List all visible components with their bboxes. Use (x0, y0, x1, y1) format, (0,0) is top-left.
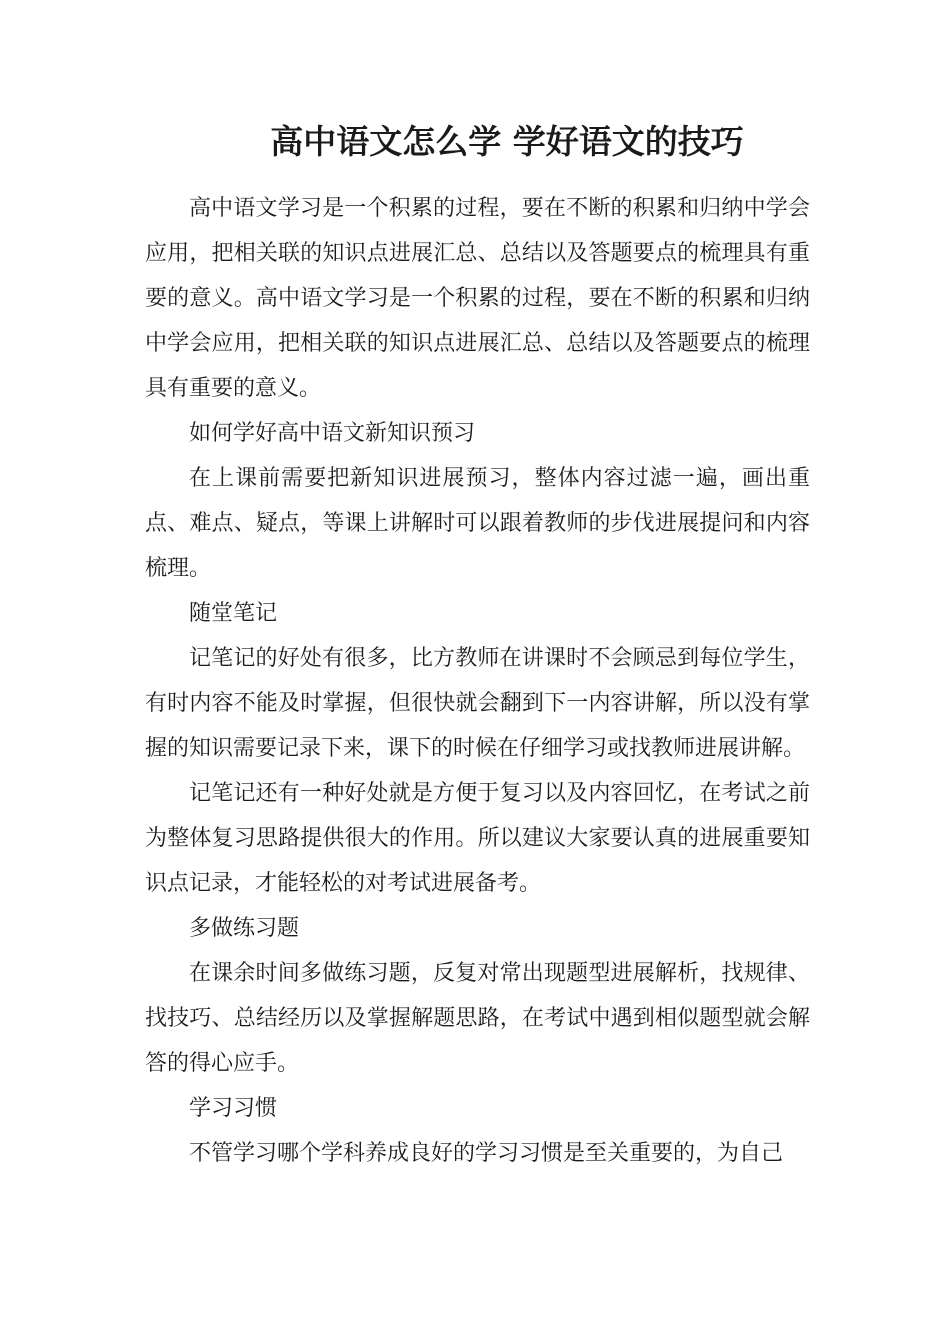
section-heading-notes: 随堂笔记 (189, 601, 278, 626)
document-title: 高中语文怎么学 学好语文的技巧 (270, 122, 744, 161)
paragraph-exercises: 在课余时间多做练习题，反复对常出现题型进展解析，找规律、找技巧、总结经历以及掌握解题思路，在考试中遇到相似题型就会解答的得心应手。 (145, 961, 810, 1076)
section-heading-preview: 如何学好高中语文新知识预习 (189, 421, 476, 446)
paragraph-notes-1: 记笔记的好处有很多，比方教师在讲课时不会顾忌到每位学生，有时内容不能及时掌握，但很快就会翻到下一内容讲解，所以没有掌握的知识需要记录下来，课下的时候在仔细学习或找教师进展讲解。 (145, 646, 810, 761)
paragraph-notes-2: 记笔记还有一种好处就是方便于复习以及内容回忆，在考试之前为整体复习思路提供很大的作用。所以建议大家要认真的进展重要知识点记录，才能轻松的对考试进展备考。 (145, 781, 810, 896)
paragraph-intro: 高中语文学习是一个积累的过程，要在不断的积累和归纳中学会应用，把相关联的知识点进展汇总、总结以及答题要点的梳理具有重要的意义。高中语文学习是一个积累的过程，要在不断的积累和归纳中学会应用，把相关联的知识点进展汇总、总结以及答题要点的梳理具有重要的意义。 (145, 196, 810, 401)
document-body (145, 186, 810, 1176)
section-heading-habits: 学习习惯 (189, 1096, 278, 1121)
section-heading-exercises: 多做练习题 (189, 916, 300, 941)
paragraph-habits: 不管学习哪个学科养成良好的学习习惯是至关重要的，为自己 (189, 1141, 784, 1166)
paragraph-preview: 在上课前需要把新知识进展预习，整体内容过滤一遍，画出重点、难点、疑点，等课上讲解时可以跟着教师的步伐进展提问和内容梳理。 (145, 466, 810, 581)
